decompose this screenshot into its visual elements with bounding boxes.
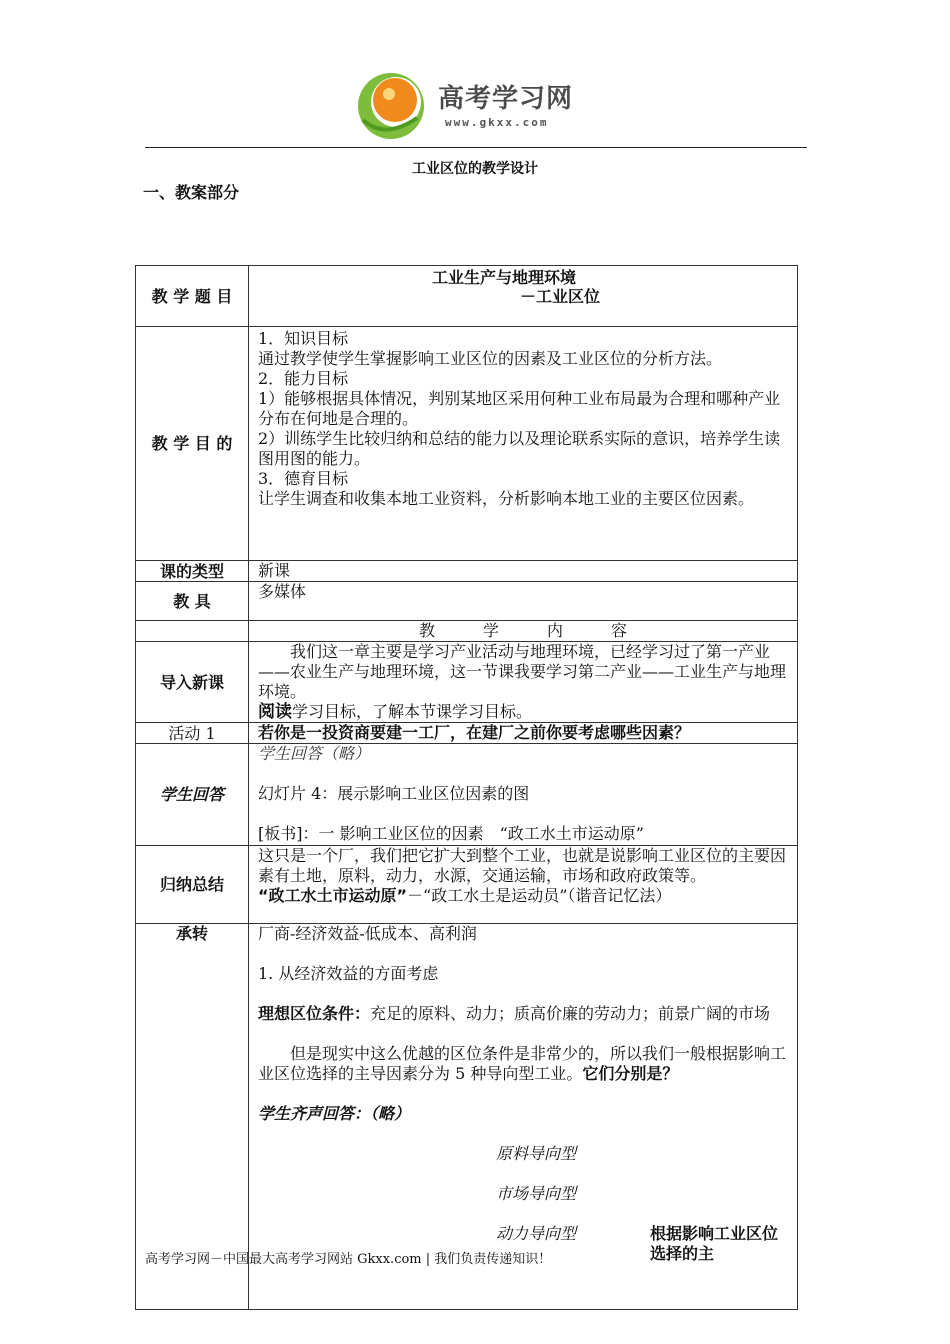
ideal-conditions	[258, 1004, 788, 1024]
ideal-bold: 理想区位条件：	[258, 1004, 371, 1023]
row-lesson-type	[136, 561, 798, 582]
row-intro	[136, 642, 798, 723]
transition-paragraph	[258, 1044, 788, 1084]
summary-text: 这只是一个厂，我们把它扩大到整个工业，也就是说影响工业区位的主要因素有土地，原料，动力，水源，交通运输，市场和政府政策等。	[258, 846, 787, 885]
intro-label: 导入新课	[136, 642, 249, 723]
section-heading: 一、教案部分	[143, 183, 240, 202]
answer-omitted: 学生回答（略）	[258, 744, 371, 763]
read-bold: 阅读	[258, 702, 292, 722]
row-goals	[136, 327, 798, 561]
activity1-question: 若你是一投资商要建一工厂，在建厂之前你要考虑哪些因素？	[249, 723, 798, 744]
mnemonic-rest: －“政工水土是运动员”（谐音记忆法）	[407, 886, 672, 905]
transition-label: 承转	[136, 924, 249, 1310]
logo-orb-highlight	[383, 88, 395, 100]
row-topic	[136, 266, 798, 327]
content-header: 教 学 内 容	[249, 621, 798, 642]
ideal-rest: 充足的原料、动力；质高价廉的劳动力；前景广阔的市场	[370, 1004, 771, 1023]
logo-orb-orange	[373, 78, 417, 122]
intro-text: 我们这一章主要是学习产业活动与地理环境，已经学习过了第一产业——农业生产与地理环境，这一节课我要学习第二产业——工业生产与地理环境。	[258, 642, 787, 701]
activity1-label: 活动 1	[136, 723, 249, 744]
goals-label: 教 学 目 的	[136, 327, 249, 561]
para-bold: 它们分别是？	[582, 1064, 679, 1083]
row-activity1	[136, 723, 798, 744]
mnemonic-bold: “政工水土市运动原”	[258, 886, 408, 905]
read-rest: 学习目标，了解本节课学习目标。	[292, 702, 533, 721]
tools-label: 教 具	[136, 582, 249, 621]
goal-line: 2）训练学生比较归纳和总结的能力以及理论联系实际的意识，培养学生读图用图的能力。	[258, 429, 781, 468]
summary-mnemonic	[258, 886, 788, 906]
row-tools	[136, 582, 798, 621]
logo-text: 高考学习网	[438, 84, 574, 114]
goal-line: 1．知识目标	[258, 329, 349, 348]
header-rule	[145, 147, 807, 148]
student-answer-cell	[249, 744, 798, 846]
lesson-type-value: 新课	[249, 561, 798, 582]
slide-note: 幻灯片 4：展示影响工业区位因素的图	[258, 784, 530, 803]
goals-cell	[249, 327, 798, 561]
goal-line: 3．德育目标	[258, 469, 349, 488]
logo-url: www.gkxx.com	[445, 116, 549, 129]
chorus-answer: 学生齐声回答：（略）	[258, 1104, 411, 1123]
row-summary	[136, 846, 798, 924]
intro-read	[258, 702, 788, 722]
row-content-header	[136, 621, 798, 642]
board-note: [板书]：一 影响工业区位的因素 “政工水土市运动原”	[258, 824, 644, 843]
summary-label: 归纳总结	[136, 846, 249, 924]
row-student-answer	[136, 744, 798, 846]
transition-line2: 1. 从经济效益的方面考虑	[258, 964, 439, 983]
goal-line: 1）能够根据具体情况，判别某地区采用何种工业布局最为合理和哪种产业分布在何地是合理的。	[258, 389, 781, 428]
topic-cell	[249, 266, 798, 327]
intro-cell	[249, 642, 798, 723]
page-footer: 高考学习网－中国最大高考学习网站 Gkxx.com | 我们负责传递知识！	[145, 1252, 552, 1267]
goal-line: 2．能力目标	[258, 369, 349, 388]
goal-line: 通过教学使学生掌握影响工业区位的因素及工业区位的分析方法。	[258, 349, 723, 368]
type-material: 原料导向型	[496, 1144, 577, 1163]
para-text: 但是现实中这么优越的区位条件是非常少的，所以我们一般根据影响工业区位选择的主导因素分为 5 种导向型工业。	[258, 1044, 787, 1083]
content-header-blank	[136, 621, 249, 642]
side-note: 根据影响工业区位选择的主	[650, 1224, 779, 1263]
type-market: 市场导向型	[496, 1184, 577, 1203]
transition-line1: 厂商-经济效益-低成本、高利润	[258, 924, 477, 943]
summary-cell	[249, 846, 798, 924]
document-title: 工业区位的教学设计	[412, 161, 538, 177]
lesson-type-label: 课的类型	[136, 561, 249, 582]
topic-line1: 工业生产与地理环境	[432, 268, 577, 287]
lesson-plan-table	[135, 265, 798, 1310]
topic-line2: －工业区位	[520, 287, 601, 306]
topic-label: 教 学 题 目	[136, 266, 249, 327]
goal-line: 让学生调查和收集本地工业资料，分析影响本地工业的主要区位因素。	[258, 489, 755, 508]
tools-value: 多媒体	[249, 582, 798, 621]
type-power: 动力导向型	[496, 1224, 577, 1243]
student-answer-label: 学生回答	[136, 744, 249, 846]
